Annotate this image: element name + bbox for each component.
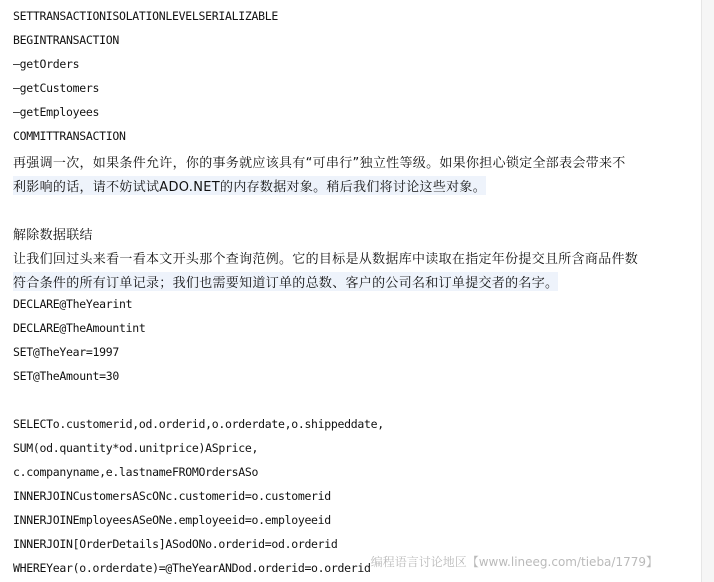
code-line: COMMITTRANSACTION [13, 129, 126, 143]
code-line: INNERJOINEmployeesASeONe.employeeid=o.employeeid [13, 513, 331, 527]
code-line: DECLARE@TheAmountint [13, 321, 146, 335]
code-line: BEGINTRANSACTION [13, 33, 119, 47]
watermark: 编程语言讨论地区【www.lineeg.com/tieba/1779】 [370, 555, 658, 569]
section-heading: 解除数据联结 [13, 228, 93, 243]
code-line: SUM(od.quantity*od.unitprice)ASprice, [13, 441, 259, 455]
code-line: INNERJOIN[OrderDetails]ASodONo.orderid=od.orderid [13, 537, 338, 551]
paragraph-line: 再强调一次，如果条件允许，你的事务就应该具有“可串行”独立性等级。如果你担心锁定全部表会带来不 [13, 156, 626, 171]
paragraph-line: 让我们回过头来看一看本文开头那个查询范例。它的目标是从数据库中读取在指定年份提交且所含商品件数 [13, 252, 639, 267]
code-line: SET@TheYear=1997 [13, 345, 119, 359]
code-line: —getOrders [13, 57, 80, 71]
code-line: SET@TheAmount=30 [13, 369, 119, 383]
code-line: INNERJOINCustomersAScONc.customerid=o.customerid [13, 489, 331, 503]
code-line: SELECTo.customerid,od.orderid,o.orderdate,o.shippeddate, [13, 417, 384, 431]
code-line: —getEmployees [13, 105, 100, 119]
paragraph-line: 符合条件的所有订单记录；我们也需要知道订单的总数、客户的公司名和订单提交者的名字。 [13, 272, 558, 291]
code-line: DECLARE@TheYearint [13, 297, 133, 311]
code-line: c.companyname,e.lastnameFROMOrdersASo [13, 465, 259, 479]
code-line: SETTRANSACTIONISOLATIONLEVELSERIALIZABLE [13, 9, 278, 23]
code-line: WHEREYear(o.orderdate)=@TheYearANDod.orderid=o.orderid [13, 561, 371, 575]
page-margin [701, 0, 714, 582]
code-line: —getCustomers [13, 81, 100, 95]
paragraph-line: 利影响的话，请不妨试试ADO.NET的内存数据对象。稍后我们将讨论这些对象。 [13, 176, 486, 195]
